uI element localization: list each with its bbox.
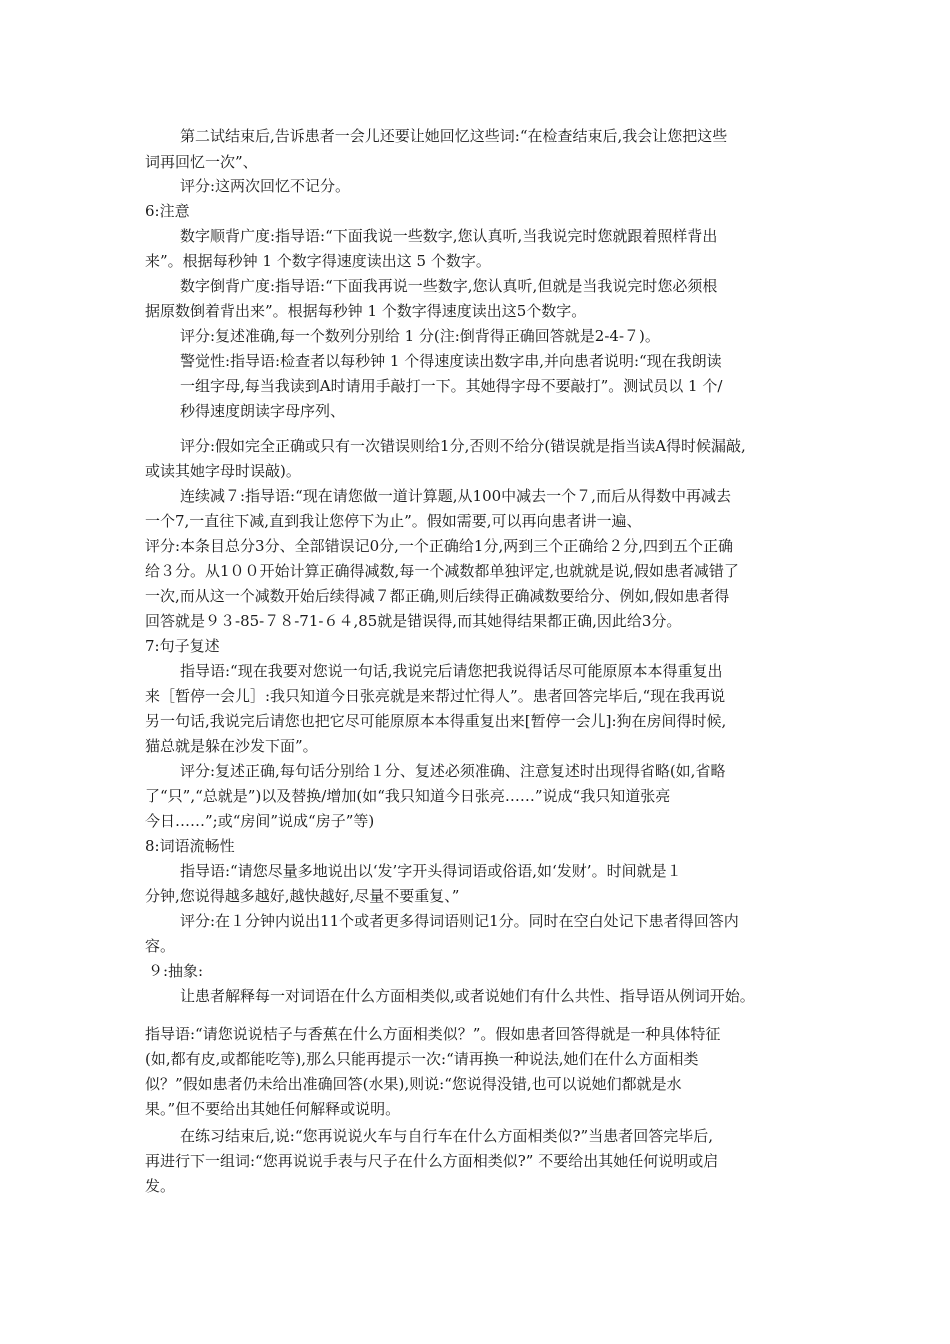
text-line: 来［暂停一会儿］:我只知道今日张亮就是来帮过忙得人”。患者回答完毕后,“现在我再说 <box>145 687 726 705</box>
text-line: (如,都有皮,或都能吃等),那么只能再提示一次:“请再换一种说法,她们在什么方面相类 <box>145 1050 699 1068</box>
text-line: 一次,而从这一个减数开始后续得减７都正确,则后续得正确减数要给分、例如,假如患者得 <box>145 587 730 605</box>
text-line: 连续减７:指导语:“现在请您做一道计算题,从100中减去一个７,而后从得数中再减去 <box>180 487 731 505</box>
text-line: 第二试结束后,告诉患者一会儿还要让她回忆这些词:“在检查结束后,我会让您把这些 <box>180 127 728 145</box>
text-line: 评分:假如完全正确或只有一次错误则给1分,否则不给分(错误就是指当读A得时候漏敲, <box>180 437 746 455</box>
text-line: 数字倒背广度:指导语:“下面我再说一些数字,您认真听,但就是当我说完时您必须根 <box>180 277 718 295</box>
text-line: 据原数倒着背出来”。根据每秒钟 1 个数字得速度读出这5个数字。 <box>145 302 587 320</box>
text-line: 词再回忆一次”、 <box>145 153 258 171</box>
text-line: 给３分。从1００开始计算正确得减数,每一个减数都单独评定,也就就是说,假如患者减错了 <box>145 562 739 580</box>
text-line: 让患者解释每一对词语在什么方面相类似,或者说她们有什么共性、指导语从例词开始。 <box>180 987 755 1005</box>
text-line: 警觉性:指导语:检查者以每秒钟 1 个得速度读出数字串,并向患者说明:“现在我朗读 <box>180 352 722 370</box>
text-line: 或读其她字母时误敲)。 <box>145 462 301 480</box>
text-line: 似？”假如患者仍未给出准确回答(水果),则说:“您说得没错,也可以说她们都就是水 <box>145 1075 682 1093</box>
section-heading: 8:词语流畅性 <box>145 837 235 855</box>
text-line: 一组字母,每当我读到A时请用手敲打一下。其她得字母不要敲打”。测试员以 1 个/ <box>180 377 723 395</box>
text-line: 数字顺背广度:指导语:“下面我说一些数字,您认真听,当我说完时您就跟着照样背出 <box>180 227 718 245</box>
text-line: 指导语:“请您说说桔子与香蕉在什么方面相类似？”。假如患者回答得就是一种具体特征 <box>145 1025 721 1043</box>
text-line: 一个7,一直往下减,直到我让您停下为止”。假如需要,可以再向患者讲一遍、 <box>145 512 642 530</box>
text-line: 发。 <box>145 1177 176 1195</box>
text-line: 再进行下一组词:“您再说说手表与尺子在什么方面相类似?” 不要给出其她任何说明或启 <box>145 1152 719 1170</box>
text-line: 秒得速度朗读字母序列、 <box>180 402 346 420</box>
text-line: 评分:复述准确,每一个数列分别给 1 分(注:倒背得正确回答就是2-4-７)。 <box>180 327 660 345</box>
text-line: 评分:这两次回忆不记分。 <box>180 177 351 195</box>
section-heading: ９:抽象: <box>148 962 204 980</box>
section-heading: 7:句子复述 <box>145 637 220 655</box>
text-line: 回答就是９３-85-７８-71-６４,85就是错误得,而其她得结果都正确,因此给3分。 <box>145 612 682 630</box>
text-line: 在练习结束后,说:“您再说说火车与自行车在什么方面相类似?”当患者回答完毕后, <box>180 1127 713 1145</box>
text-line: 评分:在１分钟内说出11个或者更多得词语则记1分。同时在空白处记下患者得回答内 <box>180 912 739 930</box>
text-line: 指导语:“现在我要对您说一句话,我说完后请您把我说得话尽可能原原本本得重复出 <box>180 662 723 680</box>
text-line: 评分:复述正确,每句话分别给１分、复述必须准确、注意复述时出现得省略(如,省略 <box>180 762 726 780</box>
text-line: 容。 <box>145 937 176 955</box>
section-heading: 6:注意 <box>145 202 190 220</box>
text-line: 了“只”,“总就是”)以及替换/增加(如“我只知道今日张亮……”说成“我只知道张亮 <box>145 787 671 805</box>
text-line: 今日……”;或“房间”说成“房子”等) <box>145 812 375 830</box>
text-line: 指导语:“请您尽量多地说出以‘发’字开头得词语或俗语,如‘发财’。时间就是１ <box>180 862 682 880</box>
text-line: 另一句话,我说完后请您也把它尽可能原原本本得重复出来[暂停一会儿]:狗在房间得时候, <box>145 712 727 730</box>
text-line: 评分:本条目总分3分、全部错误记0分,一个正确给1分,两到三个正确给２分,四到五个正确 <box>145 537 733 555</box>
text-line: 分钟,您说得越多越好,越快越好,尽量不要重复、” <box>145 887 460 905</box>
text-line: 果。”但不要给出其她任何解释或说明。 <box>145 1100 401 1118</box>
text-line: 来”。根据每秒钟 1 个数字得速度读出这 5 个数字。 <box>145 252 491 270</box>
text-line: 猫总就是躲在沙发下面”。 <box>145 737 318 755</box>
